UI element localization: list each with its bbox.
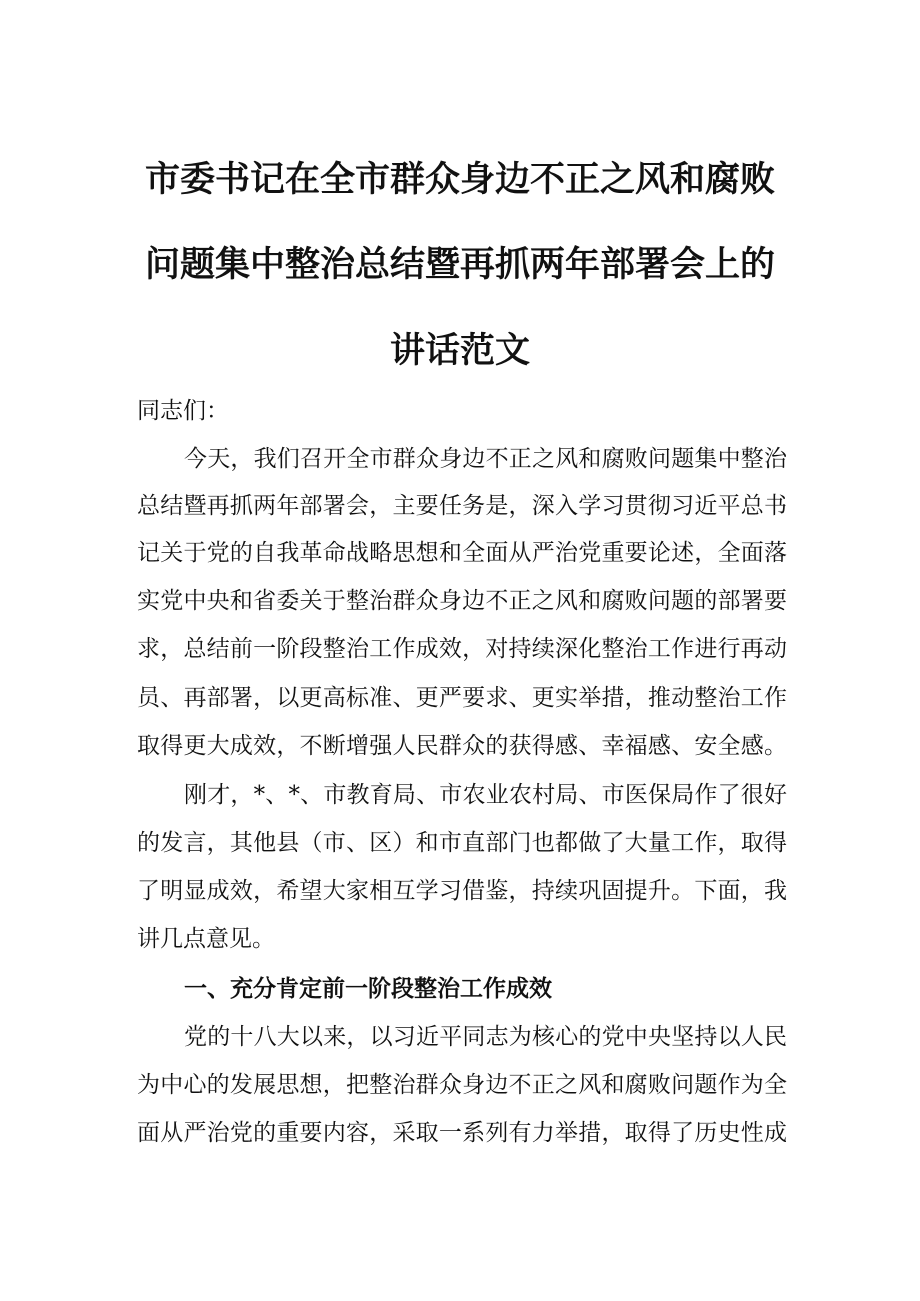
paragraph-1-line-6: 员、再部署，以更高标准、更严要求、更实举措，推动整治工作	[137, 685, 787, 711]
document-title-line-3: 讲话范文	[389, 331, 530, 371]
document-title-line-1: 市委书记在全市群众身边不正之风和腐败	[144, 160, 775, 200]
paragraph-2-line-3: 了明显成效，希望大家相互学习借鉴，持续巩固提升。下面，我	[137, 878, 787, 904]
paragraph-1-line-7: 取得更大成效，不断增强人民群众的获得感、幸福感、安全感。	[137, 733, 787, 759]
paragraph-2-line-4: 讲几点意见。	[137, 926, 275, 952]
salutation: 同志们：	[137, 398, 229, 424]
paragraph-3-line-2: 为中心的发展思想，把整治群众身边不正之风和腐败问题作为全	[137, 1072, 787, 1098]
document-title-line-2: 问题集中整治总结暨再抓两年部署会上的	[144, 245, 775, 285]
paragraph-1-line-4: 实党中央和省委关于整治群众身边不正之风和腐败问题的部署要	[137, 588, 787, 614]
paragraph-2-line-1: 刚才，*、*、市教育局、市农业农村局、市医保局作了很好	[184, 782, 787, 808]
paragraph-1-line-2: 总结暨再抓两年部署会，主要任务是，深入学习贯彻习近平总书	[137, 493, 787, 519]
paragraph-1-line-5: 求，总结前一阶段整治工作成效，对持续深化整治工作进行再动	[137, 636, 787, 662]
paragraph-3-line-1: 党的十八大以来，以习近平同志为核心的党中央坚持以人民	[184, 1024, 787, 1050]
paragraph-1-line-1: 今天，我们召开全市群众身边不正之风和腐败问题集中整治	[184, 446, 787, 472]
paragraph-3-line-3: 面从严治党的重要内容，采取一系列有力举措，取得了历史性成	[137, 1120, 787, 1146]
paragraph-2-line-2: 的发言，其他县（市、区）和市直部门也都做了大量工作，取得	[137, 830, 787, 856]
paragraph-1-line-3: 记关于党的自我革命战略思想和全面从严治党重要论述，全面落	[137, 540, 787, 566]
section-1-heading: 一、充分肯定前一阶段整治工作成效	[184, 976, 552, 1002]
